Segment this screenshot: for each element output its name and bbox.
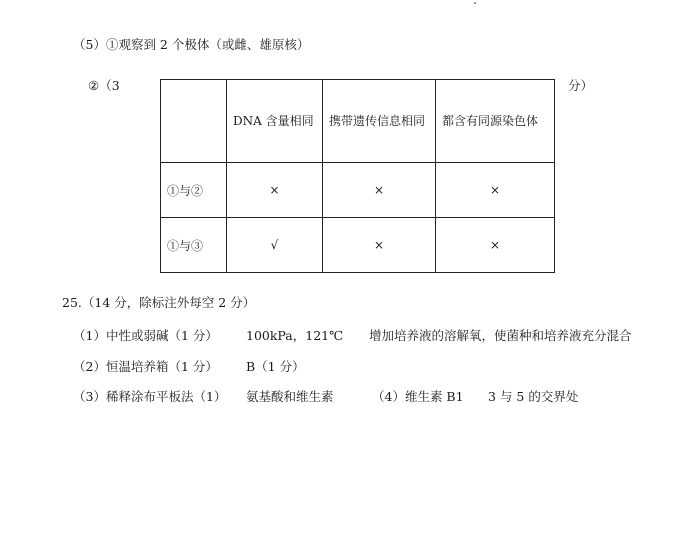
table-cell: × [436, 163, 555, 218]
table-cell: × [436, 218, 555, 273]
q5-line-1: （5）①观察到 2 个极体（或雌、雄原核） [73, 37, 310, 52]
header-cell-homologous: 都含有同源染色体 [436, 80, 555, 163]
q25-l3-c: （4）维生素 B1 [372, 389, 464, 404]
table-cell: × [323, 218, 436, 273]
header-cell-genetic-info: 携带遗传信息相同 [323, 80, 436, 163]
q5-line-2-right: 分） [568, 78, 594, 93]
speck [474, 2, 476, 4]
header-cell-dna: DNA 含量相同 [227, 80, 323, 163]
q25-l1-b: 100kPa，121℃ [246, 328, 344, 343]
q25-title: 25.（14 分，除标注外每空 2 分） [62, 295, 256, 310]
table-cell: √ [227, 218, 323, 273]
table-row [161, 218, 555, 273]
table-row [161, 163, 555, 218]
row-label: ①与③ [161, 218, 227, 273]
q25-l3-a: （3）稀释涂布平板法（1） [73, 389, 227, 404]
table-cell: × [323, 163, 436, 218]
table-cell: × [227, 163, 323, 218]
q25-l2-a: （2）恒温培养箱（1 分） [73, 359, 218, 374]
comparison-table [160, 79, 555, 273]
q25-l2-b: B（1 分） [246, 359, 305, 374]
q25-l3-b: 氨基酸和维生素 [246, 389, 334, 404]
header-cell-blank [161, 80, 227, 163]
table-header-row [161, 80, 555, 163]
q25-l1-c: 增加培养液的溶解氧，使菌种和培养液充分混合 [369, 328, 632, 343]
q25-l3-d: 3 与 5 的交界处 [488, 389, 579, 404]
q5-line-2-left: ②（3 [88, 78, 120, 93]
q25-l1-a: （1）中性或弱碱（1 分） [73, 328, 218, 343]
row-label: ①与② [161, 163, 227, 218]
